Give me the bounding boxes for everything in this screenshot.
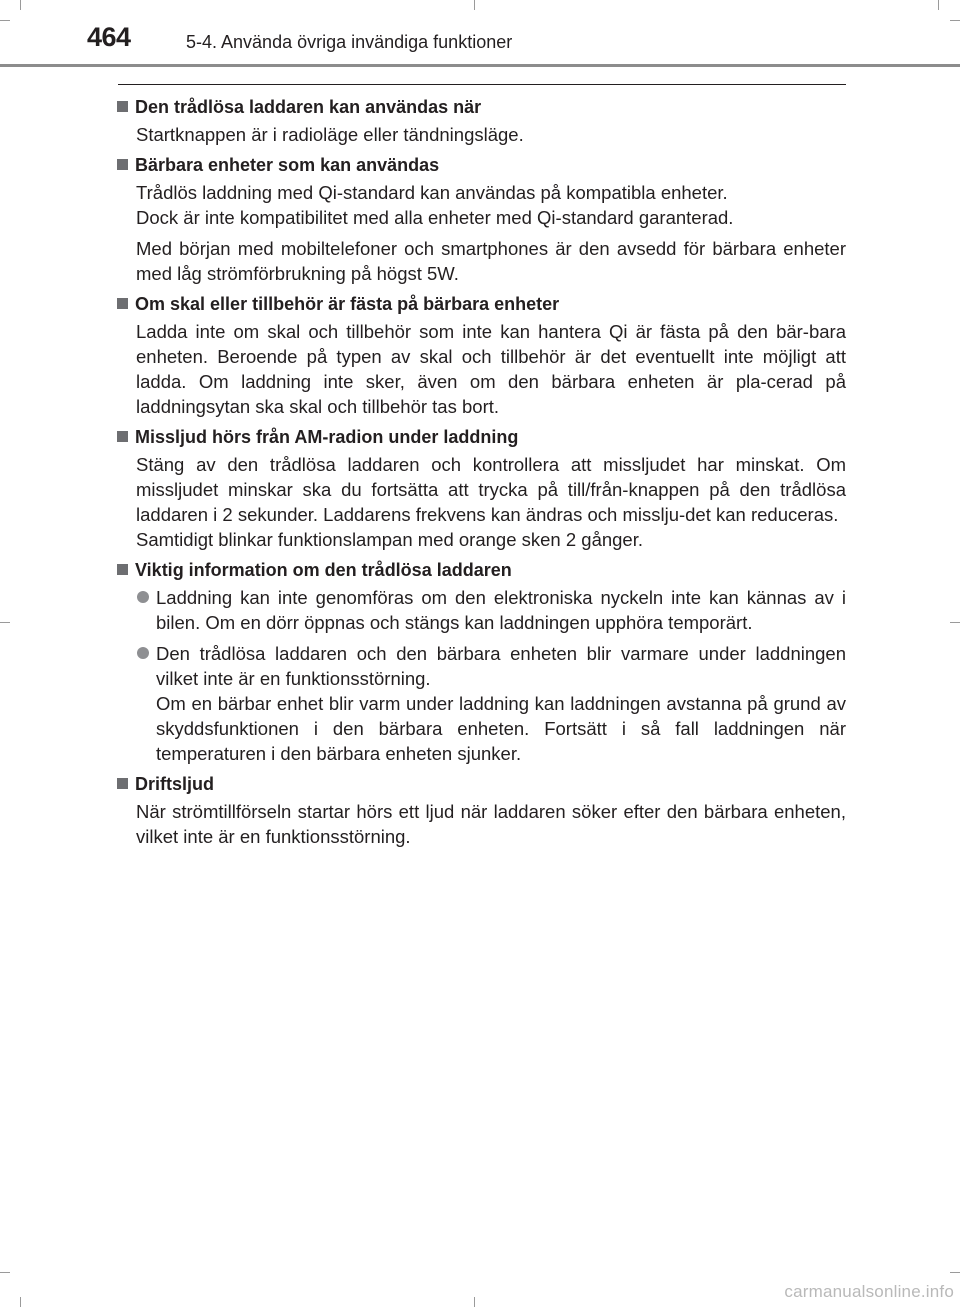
section-devices	[116, 153, 846, 286]
list-item: Den trådlösa laddaren och den bärbara enheten blir varmare under laddningen vilket inte är en funktionsstörning. Om en bärbar enhet blir varm under laddning kan laddningen avstanna på grund av skyddsfunktionen i den bärbara enheten. Fortsätt i så fall laddningen när temperaturen i den bärbara enheten sjunker.	[136, 641, 846, 766]
section-when-usable	[116, 95, 846, 147]
section-heading: Driftsljud	[116, 772, 846, 796]
square-bullet-icon	[117, 159, 128, 170]
section-operating-sound	[116, 772, 846, 849]
section-heading: Om skal eller tillbehör är fästa på bärbara enheter	[116, 292, 846, 316]
crop-mark	[950, 1272, 960, 1273]
crop-mark	[474, 1297, 475, 1307]
section-heading: Bärbara enheter som kan användas	[116, 153, 846, 177]
paragraph: Dock är inte kompatibilitet med alla enheter med Qi-standard garanterad.	[136, 207, 734, 228]
section-heading: Missljud hörs från AM-radion under laddning	[116, 425, 846, 449]
paragraph: Ladda inte om skal och tillbehör som inte kan hantera Qi är fästa på den bär-bara enheten. Beroende på typen av skal och tillbehör är det eventuellt inte möjligt att ladda. Om laddning inte sker, även om den bärbara enheten är pla-cerad på laddningsytan ska skal och tillbehör tas bort.	[136, 321, 846, 417]
paragraph: När strömtillförseln startar hörs ett ljud när laddaren söker efter den bärbara enheten, vilket inte är en funktionsstörning.	[136, 801, 846, 847]
paragraph: Med början med mobiltelefoner och smartphones är den avsedd för bärbara enheter med låg strömförbrukning på högst 5W.	[136, 238, 846, 284]
page-header	[0, 0, 960, 70]
section-title: 5-4. Använda övriga invändiga funktioner	[186, 32, 513, 52]
crop-mark	[0, 622, 10, 623]
crop-mark	[20, 1297, 21, 1307]
section-am-noise	[116, 425, 846, 552]
page-number: 464	[87, 22, 131, 52]
section-important-info	[116, 558, 846, 766]
section-cases-accessories	[116, 292, 846, 419]
paragraph: Trådlös laddning med Qi-standard kan användas på kompatibla enheter.	[136, 182, 728, 203]
round-bullet-icon	[137, 591, 149, 603]
square-bullet-icon	[117, 431, 128, 442]
crop-mark	[950, 622, 960, 623]
manual-content	[116, 95, 846, 855]
section-heading: Den trådlösa laddaren kan användas när	[116, 95, 846, 119]
paragraph: Samtidigt blinkar funktionslampan med orange sken 2 gånger.	[136, 529, 643, 550]
list-item: Laddning kan inte genomföras om den elektroniska nyckeln inte kan kännas av i bilen. Om en dörr öppnas och stängs kan laddningen upphöra temporärt.	[136, 585, 846, 635]
paragraph: Stäng av den trådlösa laddaren och kontrollera att missljudet har minskat. Om missljudet minskar ska du fortsätta att trycka på till/från-knappen på den trådlösa laddaren i 2 sekunder. Laddarens frekvens kan ändras och misslju-det kan reduceras.	[136, 454, 846, 525]
header-rule	[0, 64, 960, 67]
section-heading: Viktig information om den trådlösa laddaren	[116, 558, 846, 582]
paragraph: Startknappen är i radioläge eller tändningsläge.	[136, 124, 524, 145]
square-bullet-icon	[117, 564, 128, 575]
watermark: carmanualsonline.info	[784, 1282, 954, 1301]
square-bullet-icon	[117, 101, 128, 112]
crop-mark	[0, 1272, 10, 1273]
round-bullet-icon	[137, 647, 149, 659]
square-bullet-icon	[117, 298, 128, 309]
content-rule	[118, 84, 846, 85]
square-bullet-icon	[117, 778, 128, 789]
